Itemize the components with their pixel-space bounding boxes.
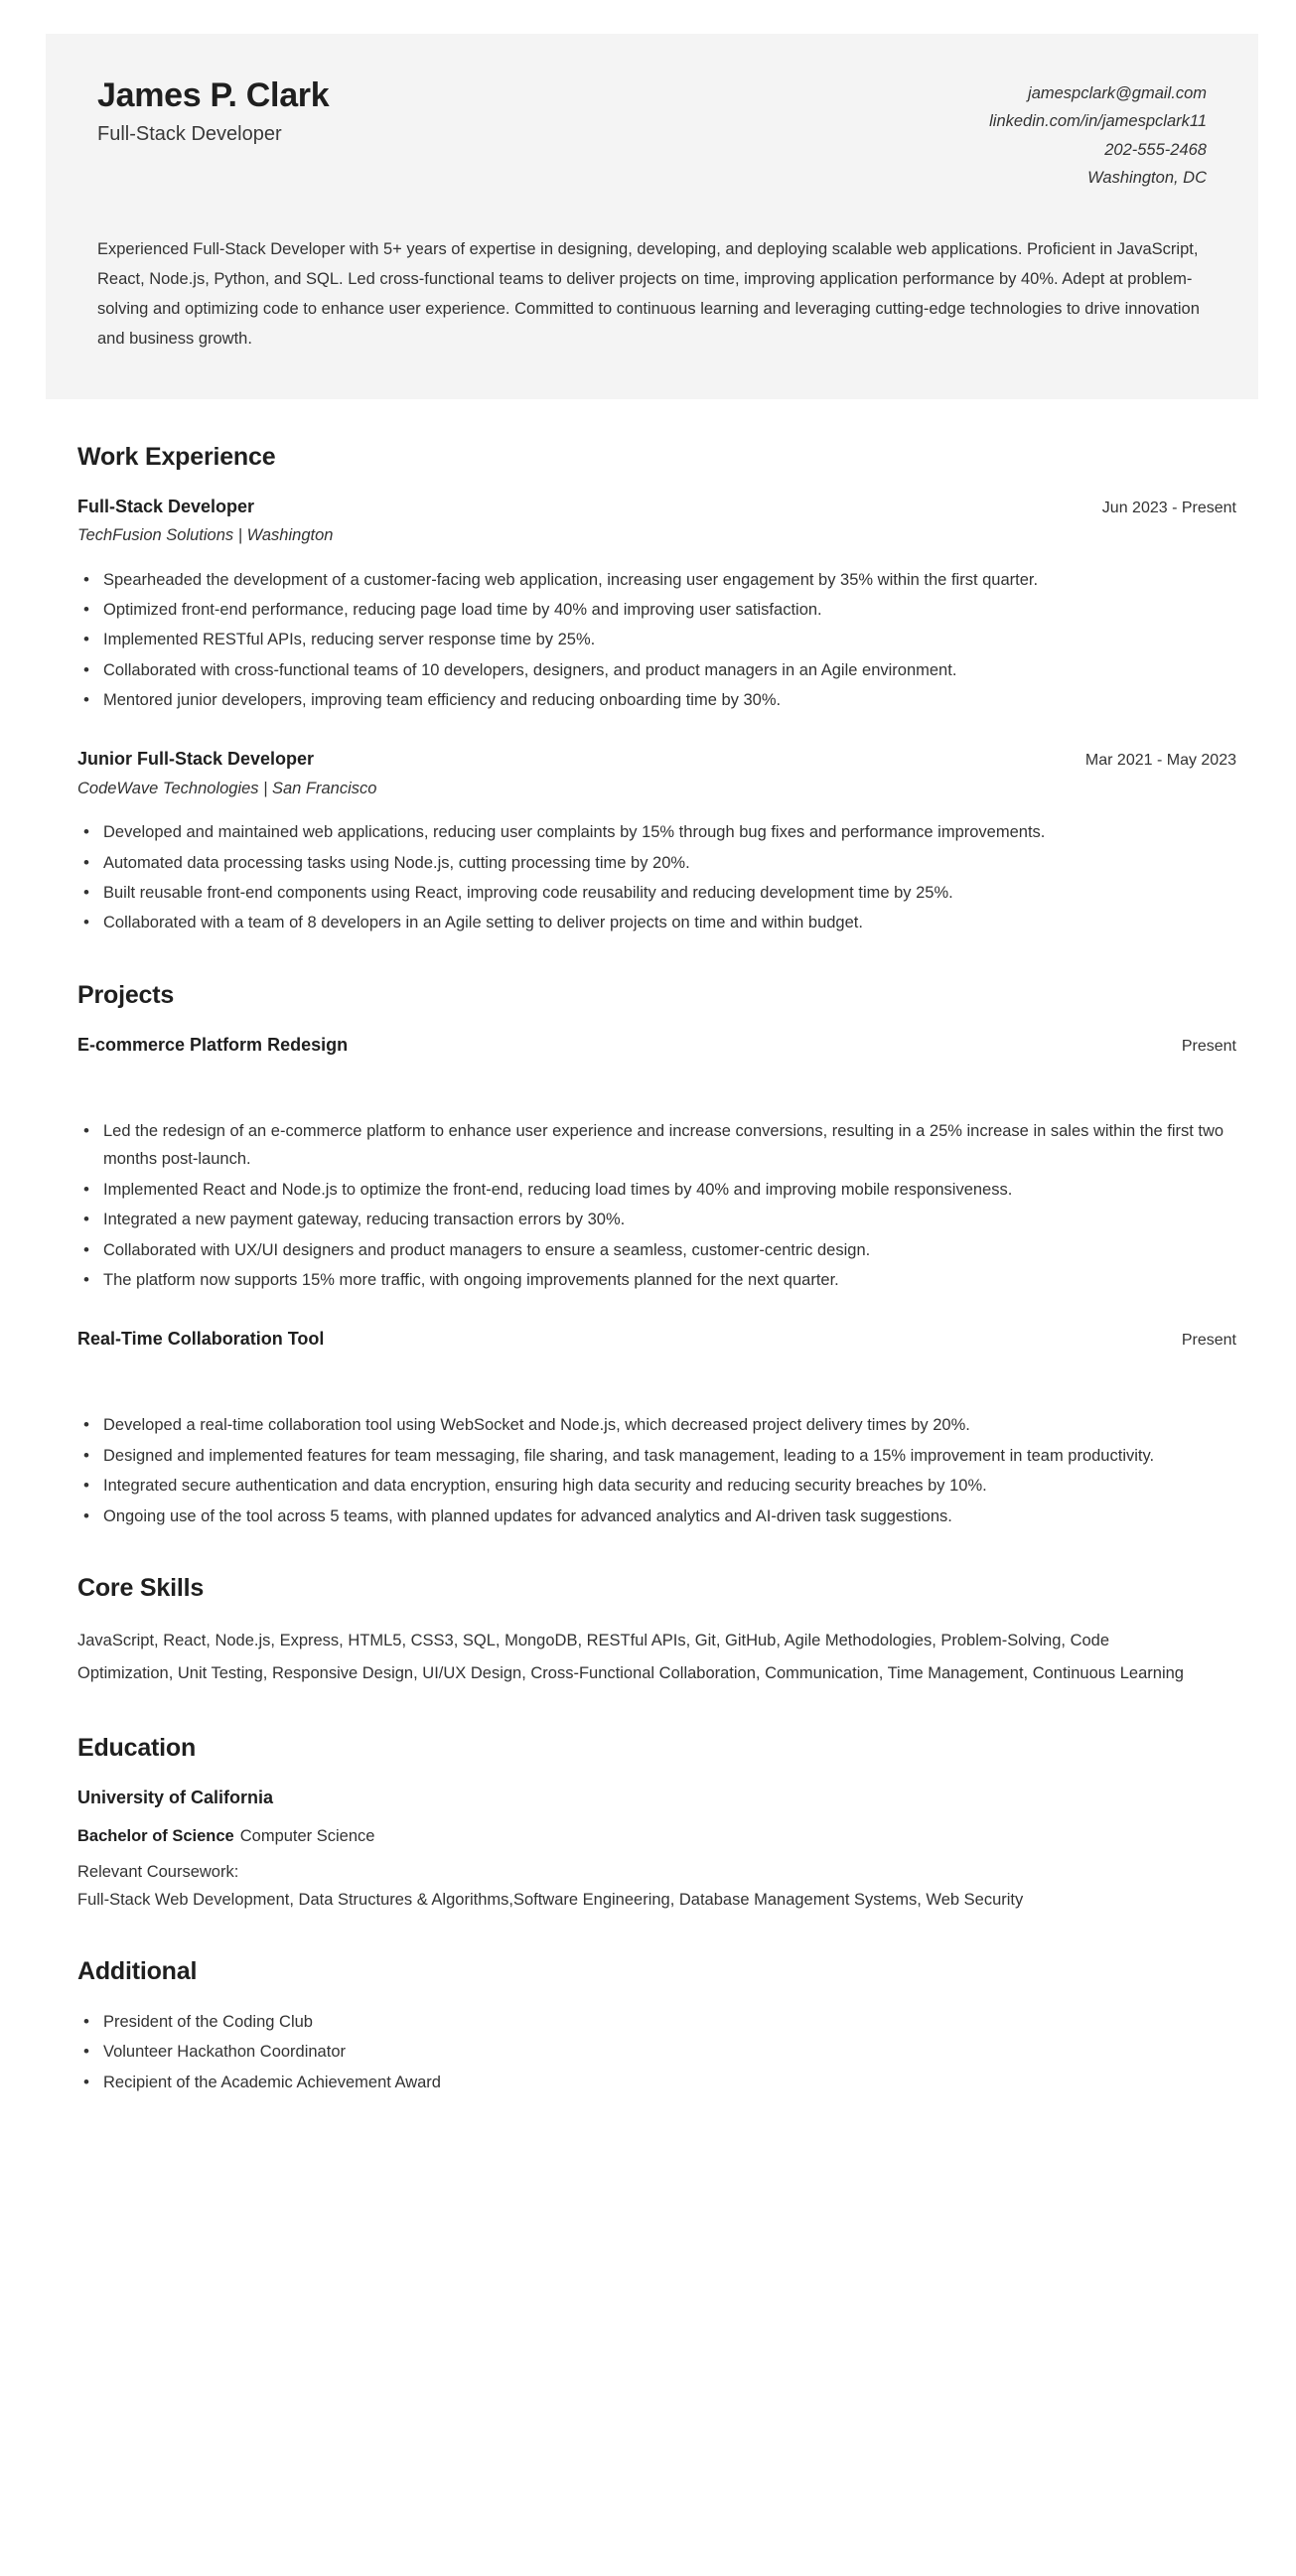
work-entry-header (77, 746, 1236, 772)
work-entry-role: Full-Stack Developer (77, 496, 255, 516)
section-title-additional: Additional (77, 1957, 198, 1986)
work-entry (77, 494, 1236, 715)
spacer (77, 1058, 1236, 1099)
section-title-work-experience: Work Experience (77, 442, 276, 471)
work-entry-header (77, 494, 1236, 519)
list-item: • Integrated secure authentication and data encryption, ensuring high data security and reducing security breaches by 10%. (77, 1472, 1229, 1500)
contact-phone[interactable]: 202-555-2468 (1104, 140, 1207, 159)
list-item: • Led the redesign of an e-commerce platform to enhance user experience and increase conversions, resulting in a 25% increase in sales within the first two months post-launch. (77, 1117, 1229, 1174)
spacer (77, 1352, 1236, 1393)
resume-page (0, 34, 1296, 2576)
list-item: • Implemented RESTful APIs, reducing server response time by 25%. (77, 626, 1229, 653)
list-item: • Developed a real-time collaboration tool using WebSocket and Node.js, which decreased project delivery times by 20%. (77, 1411, 1229, 1439)
project-entry-date: Present (1181, 1332, 1236, 1350)
list-item: • Recipient of the Academic Achievement Award (77, 2069, 1229, 2096)
project-entry-header (77, 1032, 1236, 1058)
list-item: • President of the Coding Club (77, 2008, 1229, 2036)
project-entry-name: E-commerce Platform Redesign (77, 1034, 349, 1055)
list-item: • Volunteer Hackathon Coordinator (77, 2038, 1229, 2066)
list-item: • Implemented React and Node.js to optimize the front-end, reducing load times by 40% and improving mobile responsiveness. (77, 1176, 1229, 1204)
project-entry (77, 1326, 1236, 1530)
resume-body (0, 443, 1296, 2097)
work-entry-bullets (77, 818, 1236, 937)
list-item: • Collaborated with cross-functional teams of 10 developers, designers, and product managers in an Agile environment. (77, 656, 1229, 684)
list-item: • Integrated a new payment gateway, reducing transaction errors by 30%. (77, 1206, 1229, 1233)
work-entry-date: Jun 2023 - Present (1101, 499, 1236, 516)
list-item: • Collaborated with a team of 8 developers in an Agile setting to deliver projects on time and within budget. (77, 909, 1229, 936)
spacer (77, 1300, 1236, 1326)
list-item: • Spearheaded the development of a customer-facing web application, increasing user engagement by 35% within the first quarter. (77, 566, 1229, 594)
project-entry-header (77, 1326, 1236, 1352)
work-entry-organization: CodeWave Technologies | San Francisco (77, 779, 377, 797)
project-entry-date: Present (1181, 1037, 1236, 1055)
contact-email[interactable]: jamespclark@gmail.com (1028, 84, 1207, 102)
project-entry-bullets (77, 1411, 1236, 1530)
work-entry-role: Junior Full-Stack Developer (77, 749, 315, 770)
education-coursework-list: Full-Stack Web Development, Data Structures & Algorithms,Software Engineering, Database Management Systems, Web Security (77, 1890, 1024, 1909)
work-entry-bullets (77, 566, 1236, 715)
project-entry (77, 1032, 1236, 1294)
education-degree-line (77, 1823, 1236, 1849)
core-skills-text: JavaScript, React, Node.js, Express, HTML5, CSS3, SQL, MongoDB, RESTful APIs, Git, GitHub, Agile Methodologies, Problem-Solving, Code Optimization, Unit Testing, Responsive Design, UI/UX Design, Cross-Functional Collaboration, Communication, Time Management, Continuous Learning (77, 1631, 1184, 1682)
education-school: University of California (77, 1787, 274, 1807)
work-entry (77, 746, 1236, 936)
identity-block (97, 73, 329, 147)
contact-linkedin[interactable]: linkedin.com/in/jamespclark11 (989, 112, 1207, 131)
professional-summary: Experienced Full-Stack Developer with 5+ years of expertise in designing, developing, and deploying scalable web applications. Proficient in JavaScript, React, Node.js, Python, and SQL. Led cross-functional teams to deliver projects on time, improving application performance by 40%. Adept at problem-solving and optimizing code to enhance user experience. Committed to continuous learning and leveraging cutting-edge technologies to drive innovation and business growth. (97, 239, 1200, 348)
additional-bullets (77, 2008, 1236, 2096)
section-title-projects: Projects (77, 980, 175, 1009)
list-item: • Designed and implemented features for team messaging, file sharing, and task management, leading to a 15% improvement in team productivity. (77, 1442, 1229, 1470)
list-item: • The platform now supports 15% more traffic, with ongoing improvements planned for the next quarter. (77, 1266, 1229, 1294)
project-entry-bullets (77, 1117, 1236, 1294)
contact-location: Washington, DC (1087, 169, 1207, 188)
education-coursework-label: Relevant Coursework: (77, 1863, 239, 1882)
section-work-experience (77, 443, 1236, 937)
list-item: • Collaborated with UX/UI designers and product managers to ensure a seamless, customer-centric design. (77, 1236, 1229, 1264)
list-item: • Built reusable front-end components using React, improving code reusability and reducing development time by 25%. (77, 879, 1229, 907)
list-item: • Mentored junior developers, improving team efficiency and reducing onboarding time by 30%. (77, 686, 1229, 714)
section-title-education: Education (77, 1733, 197, 1762)
contact-block (989, 73, 1207, 193)
section-education (77, 1734, 1236, 1914)
candidate-job-title: Full-Stack Developer (97, 123, 282, 146)
candidate-name: James P. Clark (97, 76, 330, 114)
spacer (77, 720, 1236, 746)
education-degree-field: Computer Science (239, 1826, 375, 1845)
list-item: • Automated data processing tasks using Node.js, cutting processing time by 20%. (77, 849, 1229, 877)
resume-header-card (46, 34, 1258, 399)
project-entry-name: Real-Time Collaboration Tool (77, 1329, 325, 1350)
education-degree-label: Bachelor of Science (77, 1826, 234, 1845)
list-item: • Developed and maintained web applications, reducing user complaints by 15% through bug fixes and performance improvements. (77, 818, 1229, 846)
work-entry-date: Mar 2021 - May 2023 (1084, 752, 1236, 770)
section-title-core-skills: Core Skills (77, 1573, 205, 1602)
work-entry-organization: TechFusion Solutions | Washington (77, 525, 334, 544)
section-additional (77, 1957, 1236, 2096)
list-item: • Ongoing use of the tool across 5 teams, with planned updates for advanced analytics and AI-driven task suggestions. (77, 1503, 1229, 1530)
header-top-row (97, 73, 1207, 193)
section-projects (77, 981, 1236, 1530)
list-item: • Optimized front-end performance, reducing page load time by 40% and improving user satisfaction. (77, 596, 1229, 624)
section-core-skills (77, 1574, 1236, 1690)
